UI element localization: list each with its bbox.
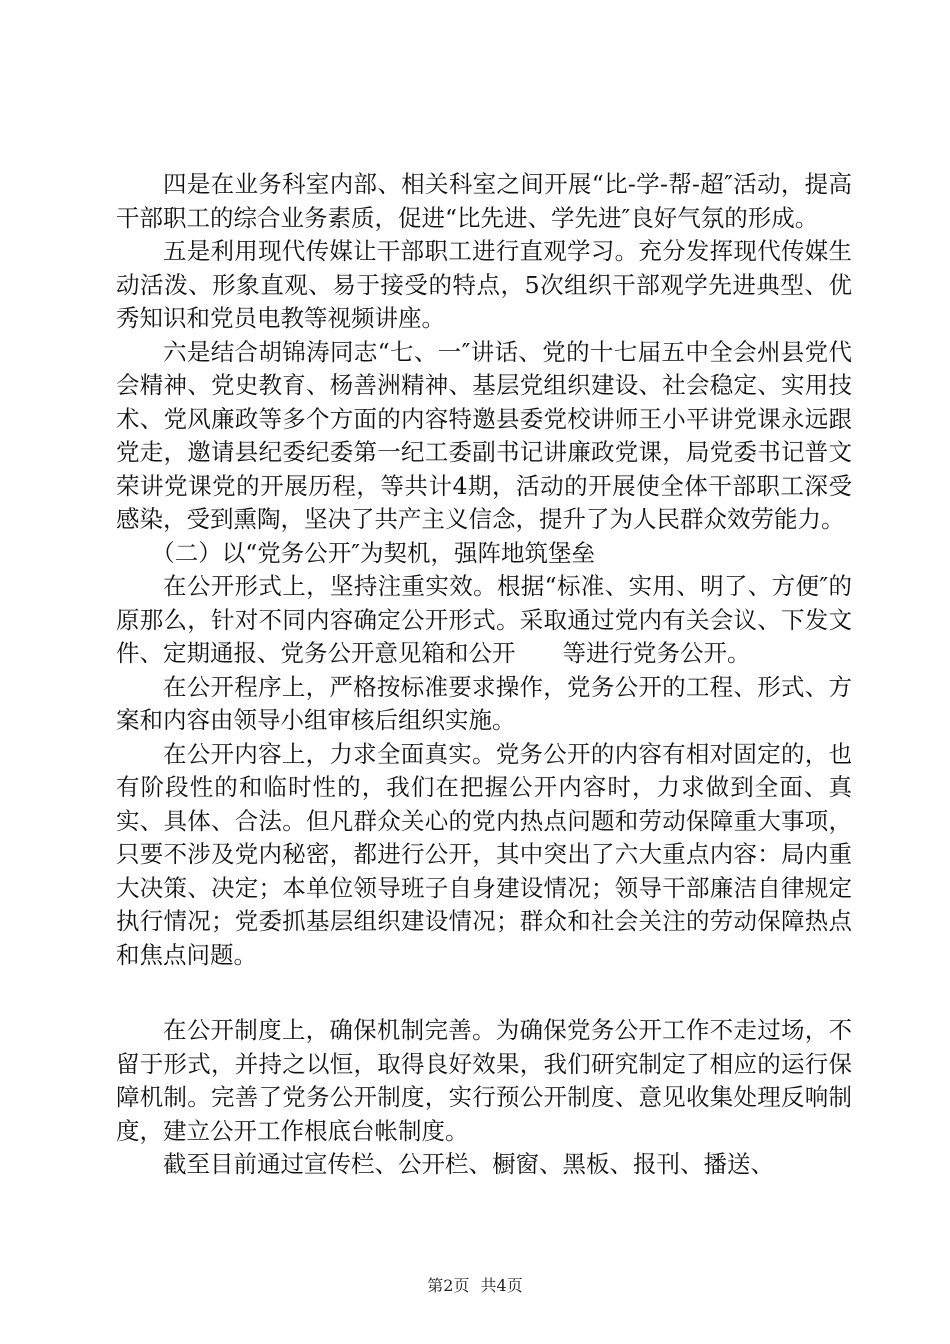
page-total: 共4页 bbox=[480, 1276, 523, 1295]
paragraph-five: 五是利用现代传媒让干部职工进行直观学习。充分发挥现代传媒生动活泼、形象直观、易于接受的特点，5次组织干部观学先进典型、优秀知识和党员电教等视频讲座。 bbox=[116, 237, 852, 332]
paragraph-four: 四是在业务科室内部、相关科室之间开展“比-学-帮-超″活动，提高干部职工的综合业务素质，促进“比先进、学先进″良好气氛的形成。 bbox=[116, 170, 852, 232]
paragraph-six: 六是结合胡锦涛同志“七、一″讲话、党的十七届五中全会州县党代会精神、党史教育、杨善洲精神、基层党组织建设、社会稳定、实用技术、党风廉政等多个方面的内容特邀县委党校讲师王小平讲党课永远跟党走，邀请县纪委纪委第一纪工委副书记讲廉政党课，局党委书记普文荣讲党课党的开展历程，等共计4期，活动的开展使全体干部职工深受感染，受到熏陶，坚决了共产主义信念，提升了为人民群众效劳能力。 bbox=[116, 337, 852, 533]
paragraph-public-system: 在公开制度上，确保机制完善。为确保党务公开工作不走过场，不留于形式，并持之以恒，取得良好效果，我们研究制定了相应的运行保障机制。完善了党务公开制度，实行预公开制度、意见收集处理反响制度，建立公开工作根底台帐制度。 bbox=[116, 1016, 852, 1145]
page-footer bbox=[0, 1273, 950, 1296]
paragraph-to-date: 截至目前通过宣传栏、公开栏、橱窗、黑板、报刊、播送、 bbox=[163, 1150, 774, 1178]
paragraph-public-procedure: 在公开程序上，严格按标准要求操作，党务公开的工程、形式、方案和内容由领导小组审核后组织实施。 bbox=[116, 672, 852, 734]
page-number: 第2页 bbox=[427, 1276, 470, 1295]
section-heading: （二）以“党务公开″为契机，强阵地筑堡垒 bbox=[151, 538, 596, 567]
paragraph-public-form: 在公开形式上，坚持注重实效。根据“标准、实用、明了、方便″的原那么，针对不同内容确定公开形式。采取通过党内有关会议、下发文件、定期通报、党务公开意见箱和公开 等进行党务公开。 bbox=[116, 572, 852, 667]
paragraph-public-content: 在公开内容上，力求全面真实。党务公开的内容有相对固定的，也有阶段性的和临时性的，我们在把握公开内容时，力求做到全面、真实、具体、合法。但凡群众关心的党内热点问题和劳动保障重大事项，只要不涉及党内秘密，都进行公开，其中突出了六大重点内容：局内重大决策、决定；本单位领导班子自身建设情况；领导干部廉洁自律规定执行情况；党委抓基层组织建设情况；群众和社会关注的劳动保障热点和焦点问题。 bbox=[116, 739, 852, 969]
document-body bbox=[116, 168, 852, 1182]
